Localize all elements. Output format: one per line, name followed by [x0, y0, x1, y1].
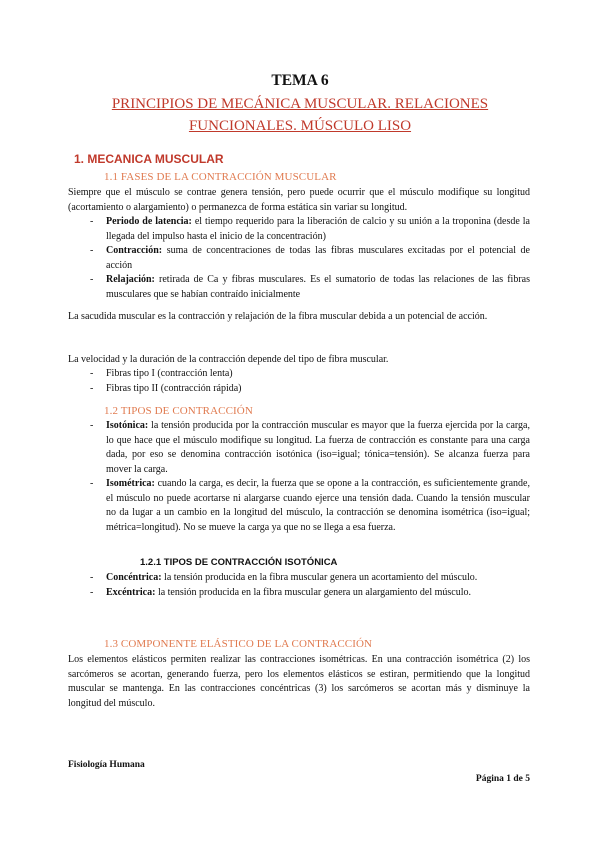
title-line-1: PRINCIPIOS DE MECÁNICA MUSCULAR. RELACIONES: [111, 96, 489, 112]
fibras-list: [68, 367, 530, 396]
title-line-2: FUNCIONALES. MÚSCULO LISO: [188, 118, 412, 134]
subsection-heading-fases: 1.1 FASES DE LA CONTRACCIÓN MUSCULAR: [104, 171, 337, 183]
tema-heading: TEMA 6: [271, 72, 329, 89]
paragraph-velocidad: La velocidad y la duración de la contracción depende del tipo de fibra muscular.: [68, 354, 389, 365]
paragraph-sacudida: La sacudida muscular es la contracción y relajación de la fibra muscular debida a un potencial de acción.: [68, 311, 488, 322]
list-item: - Concéntrica: la tensión producida en la fibra muscular genera un acortamiento del músculo.: [90, 572, 478, 583]
list-item: - Fibras tipo II (contracción rápida): [90, 382, 242, 394]
list-item: - Periodo de latencia: el tiempo requerido para la liberación de calcio y su unión a la troponina (desde la llegada del impulso hasta el inicio de la concentración): [90, 216, 530, 242]
isotonica-list: [68, 571, 530, 600]
tipos-list: [68, 419, 530, 535]
list-item: - Isotónica: la tensión producida por la contracción muscular es mayor que la fuerza ejercida por la carga, lo que hace que el músculo modifique su longitud. La fuerza de contracción es constante para una carga dada, por eso se denomina contracción isotónica (iso=igual; tónica=tensión). Se alcanza fuerza para mover la carga.: [90, 420, 530, 475]
fases-list: [68, 215, 530, 302]
list-item: - Relajación: retirada de Ca y fibras musculares. Es el sumatorio de todas las relaciones de las fibras musculares que se habían contraído inicialmente: [90, 274, 530, 300]
paragraph-elastico: Los elementos elásticos permiten realizar las contracciones isométricas. En una contracción isométrica (2) los sarcómeros se acortan, generando fuerza, pero los elementos elásticos se estiran, permitiendo que la longitud muscular se mantenga. En las contracciones concéntricas (3) los sarcómeros se acortan más y disminuye la longitud del músculo.: [68, 654, 530, 709]
list-item: - Contracción: suma de concentraciones de todas las fibras musculares excitadas por el potencial de acción: [90, 245, 530, 271]
subsection-heading-elastico: 1.3 COMPONENTE ELÁSTICO DE LA CONTRACCIÓN: [104, 638, 373, 650]
list-item: - Isométrica: cuando la carga, es decir, la fuerza que se opone a la contracción, es suficientemente grande, el músculo no puede acortarse ni alargarse cuando ejerce una tensión dada. Cuando la tensión muscular no da lugar a un cambio en la longitud del músculo, la contracción se denomina isométrica (iso=igual; métrica=longitud). No se mueve la carga ya que no se llega a esa fuerza.: [90, 478, 530, 533]
list-item: - Excéntrica: la tensión producida en la fibra muscular genera un alargamiento del músculo.: [90, 586, 471, 598]
subsection-heading-tipos: 1.2 TIPOS DE CONTRACCIÓN: [104, 405, 253, 417]
list-item: - Fibras tipo I (contracción lenta): [90, 368, 233, 379]
subsubsection-heading-isotonica: 1.2.1 TIPOS DE CONTRACCIÓN ISOTÓNICA: [140, 557, 338, 568]
section-heading-mecanica: 1. MECANICA MUSCULAR: [74, 152, 224, 166]
paragraph-intro: Siempre que el músculo se contrae genera tensión, pero puede ocurrir que el músculo modifique su longitud (acortamiento o alargamiento) o permanezca de forma estática sin variar su longitud.: [68, 187, 530, 213]
footer-course: Fisiología Humana: [68, 760, 145, 770]
footer-page-number: Página 1 de 5: [475, 774, 530, 784]
